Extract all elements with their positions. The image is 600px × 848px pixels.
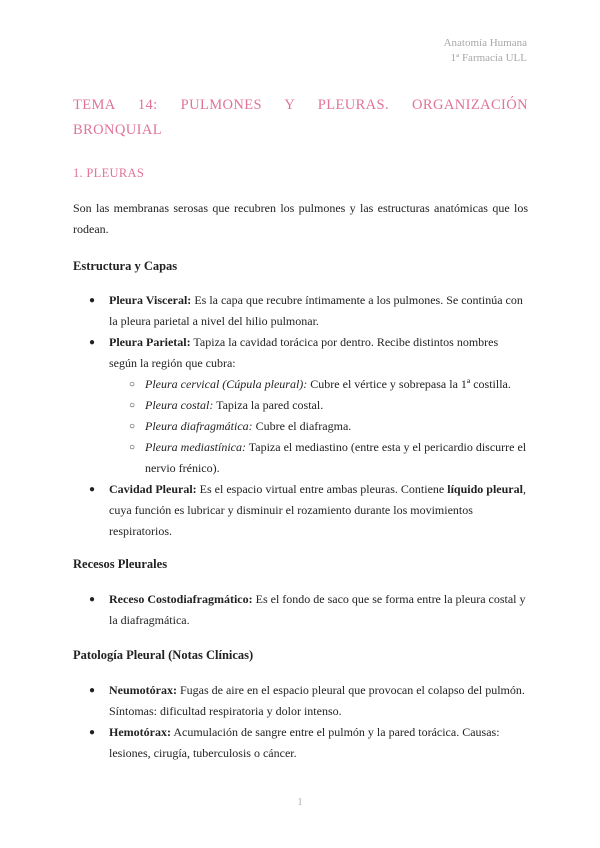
bullet-icon: ● (89, 295, 96, 306)
document-title (73, 93, 528, 143)
term-diafragmatica: Pleura diafragmática: (145, 419, 253, 433)
term-costodiafragmatico: Receso Costodiafragmático: (109, 592, 253, 606)
sublist-item-cervical (109, 374, 528, 395)
text-cavidad-1: Es el espacio virtual entre ambas pleuras. Contiene (196, 482, 448, 496)
list-item-neumotorax (73, 680, 528, 722)
header-course: Anatomía Humana (443, 37, 527, 49)
term-liquido-pleural: líquido pleural (447, 482, 523, 496)
page-number: 1 (297, 796, 303, 808)
text-costodiafragmatico: Es el fondo de saco que se forma entre la pleura costal y la diafragmática. (109, 592, 526, 627)
term-costal: Pleura costal: (145, 398, 214, 412)
text-diafragmatica: Cubre el diafragma. (252, 419, 352, 433)
text-cervical: Cubre el vértice y sobrepasa la 1ª costilla. (307, 377, 511, 391)
sublist-item-mediastinica (109, 437, 528, 479)
text-costal: Tapiza la pared costal. (213, 398, 324, 412)
list-item-cavidad (73, 479, 528, 542)
heading-patologia: Patología Pleural (Notas Clínicas) (73, 648, 254, 662)
bullet-icon: ● (89, 685, 96, 696)
text-hemotorax: Acumulación de sangre entre el pulmón y la pared torácica. Causas: lesiones, cirugía, tuberculosis o cáncer. (109, 725, 500, 760)
term-parietal: Pleura Parietal: (109, 335, 191, 349)
header-program: 1ª Farmacia ULL (450, 52, 527, 64)
term-mediastinica: Pleura mediastínica: (145, 440, 246, 454)
title-line-2: BRONQUIAL (73, 122, 162, 138)
term-visceral: Pleura Visceral: (109, 293, 192, 307)
patologia-list (73, 680, 528, 764)
term-hemotorax: Hemotórax: (109, 725, 171, 739)
title-line-1: TEMA 14: PULMONES Y PLEURAS. ORGANIZACIÓN (73, 97, 528, 113)
page-header (444, 36, 527, 66)
text-mediastinica: Tapiza el mediastino (entre esta y el pericardio discurre el nervio frénico). (145, 440, 527, 475)
parietal-sublist (109, 374, 528, 479)
list-item-hemotorax (73, 722, 528, 764)
bullet-icon: ● (89, 727, 96, 738)
circle-bullet-icon: ○ (129, 421, 136, 432)
recesos-list (73, 589, 528, 631)
text-parietal: Tapiza la cavidad torácica por dentro. Recibe distintos nombres según la región que cubra: (109, 335, 499, 370)
circle-bullet-icon: ○ (129, 442, 136, 453)
circle-bullet-icon: ○ (129, 400, 136, 411)
bullet-icon: ● (89, 337, 96, 348)
text-neumotorax: Fugas de aire en el espacio pleural que provocan el colapso del pulmón. Síntomas: dificultad respiratoria y dolor intenso. (109, 683, 525, 718)
bullet-icon: ● (89, 594, 96, 605)
heading-estructura: Estructura y Capas (73, 259, 178, 273)
text-visceral: Es la capa que recubre íntimamente a los pulmones. Se continúa con la pleura parietal a nivel del hilio pulmonar. (109, 293, 523, 328)
term-cavidad: Cavidad Pleural: (109, 482, 197, 496)
circle-bullet-icon: ○ (129, 379, 136, 390)
term-cervical: Pleura cervical (Cúpula pleural): (145, 377, 308, 391)
intro-paragraph: Son las membranas serosas que recubren los pulmones y las estructuras anatómicas que los rodean. (73, 201, 528, 236)
term-neumotorax: Neumotórax: (109, 683, 177, 697)
text-cavidad-2: , cuya función es lubricar y disminuir el rozamiento durante los movimientos respiratorios. (109, 482, 526, 538)
list-item-costodiafragmatico (73, 589, 528, 631)
list-item-parietal (73, 332, 528, 479)
heading-recesos: Recesos Pleurales (73, 557, 168, 571)
bullet-icon: ● (89, 484, 96, 495)
section-title-pleuras: 1. PLEURAS (73, 166, 145, 180)
sublist-item-costal (109, 395, 528, 416)
estructura-list (73, 290, 528, 542)
sublist-item-diafragmatica (109, 416, 528, 437)
list-item-visceral (73, 290, 528, 332)
